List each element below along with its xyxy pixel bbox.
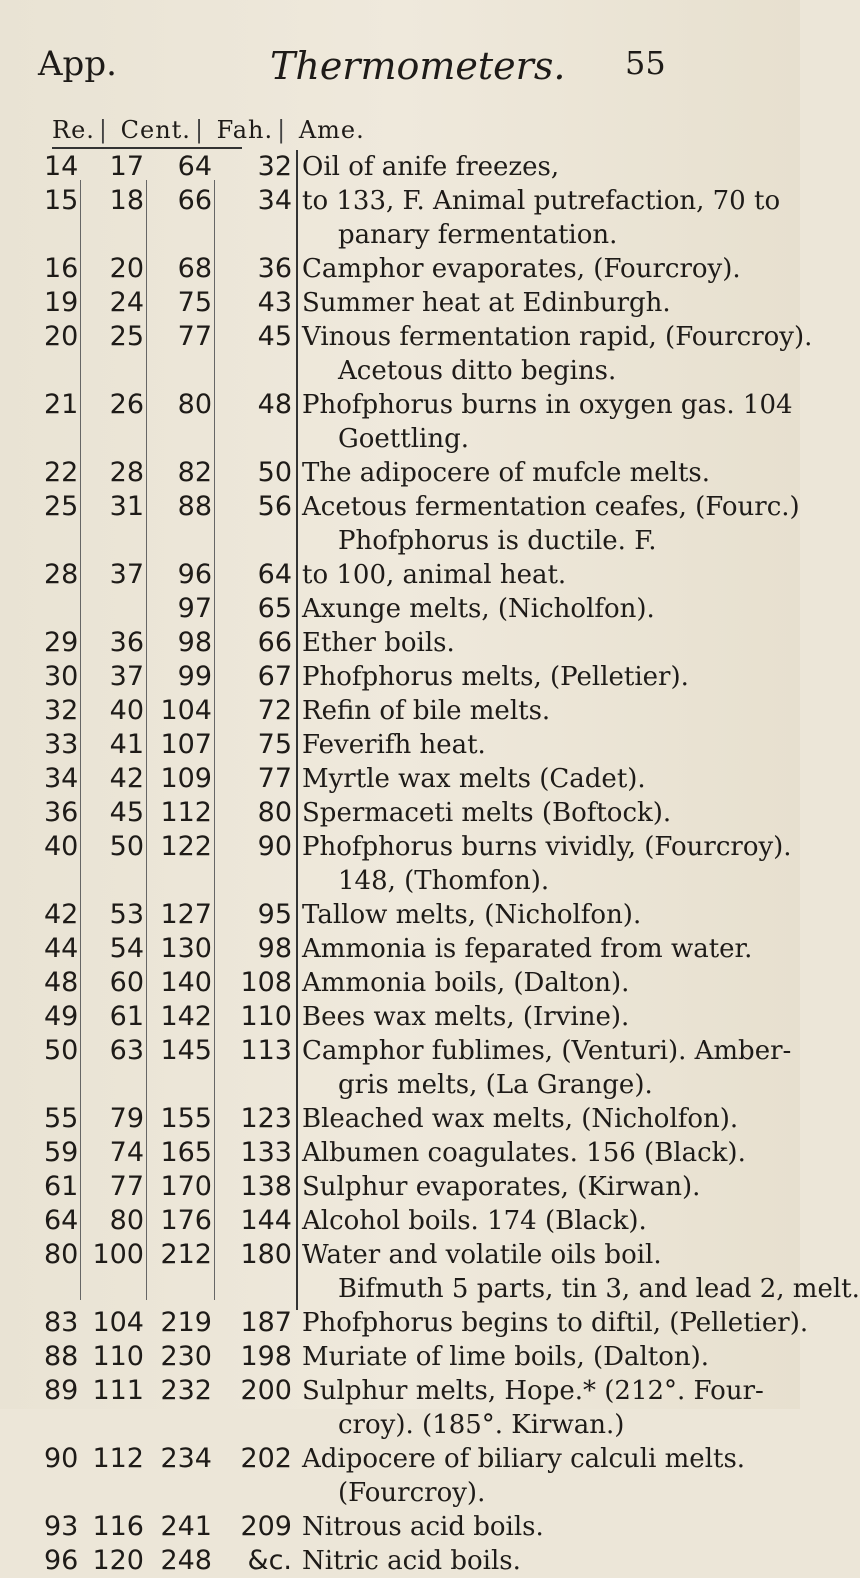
reaumur-value: 48 xyxy=(44,967,79,998)
description-line: Phofphorus is ductile. F. xyxy=(338,526,657,556)
header-fahrenheit: Fah. xyxy=(216,116,274,144)
fahrenheit-value: 68 xyxy=(177,253,212,284)
table-row xyxy=(0,252,800,286)
description-line: to 133, F. Animal putrefaction, 70 to xyxy=(302,186,781,216)
centigrade-value: 28 xyxy=(109,457,144,488)
amontons-value: 113 xyxy=(240,1035,292,1066)
table-row xyxy=(0,694,800,728)
centigrade-value: 25 xyxy=(109,321,144,352)
centigrade-value: 18 xyxy=(109,185,144,216)
reaumur-value: 15 xyxy=(44,185,79,216)
centigrade-value: 37 xyxy=(109,559,144,590)
centigrade-value: 37 xyxy=(109,661,144,692)
phenomenon-description xyxy=(302,1034,792,1102)
fahrenheit-value: 230 xyxy=(160,1341,212,1372)
description-line: Phofphorus burns in oxygen gas. 104 xyxy=(302,390,793,420)
centigrade-value: 61 xyxy=(109,1001,144,1032)
column-headers: Re. | Cent. | Fah. | Ame. xyxy=(52,116,365,144)
fahrenheit-value: 82 xyxy=(177,457,212,488)
description-line: Feverifh heat. xyxy=(302,730,486,760)
fahrenheit-value: 130 xyxy=(160,933,212,964)
amontons-value: 32 xyxy=(257,151,292,182)
phenomenon-description xyxy=(302,184,792,252)
description-line: Acetous ditto begins. xyxy=(338,356,617,386)
table-row xyxy=(0,1306,809,1340)
description-line: Alcohol boils. 174 (Black). xyxy=(302,1206,647,1236)
reaumur-value: 19 xyxy=(44,287,79,318)
centigrade-value: 45 xyxy=(109,797,144,828)
amontons-value: 56 xyxy=(257,491,292,522)
reaumur-value: 42 xyxy=(44,899,79,930)
reaumur-value: 96 xyxy=(44,1545,79,1576)
phenomenon-description xyxy=(302,660,792,694)
reaumur-value: 34 xyxy=(44,763,79,794)
description-line: Albumen coagulates. 156 (Black). xyxy=(302,1138,746,1168)
description-line: Sulphur melts, Hope.* (212°. Four- xyxy=(302,1376,764,1406)
reaumur-value: 29 xyxy=(44,627,79,658)
reaumur-value: 50 xyxy=(44,1035,79,1066)
table-row xyxy=(0,1102,800,1136)
reaumur-value: 44 xyxy=(44,933,79,964)
fahrenheit-value: 96 xyxy=(177,559,212,590)
fahrenheit-value: 232 xyxy=(160,1375,212,1406)
phenomenon-description xyxy=(302,150,792,184)
table-row xyxy=(0,184,800,252)
table-row xyxy=(0,1034,800,1102)
phenomenon-description xyxy=(302,388,792,456)
centigrade-value: 116 xyxy=(92,1511,144,1542)
table-row xyxy=(0,1204,800,1238)
fahrenheit-value: 88 xyxy=(177,491,212,522)
table-row xyxy=(0,932,800,966)
fahrenheit-value: 112 xyxy=(160,797,212,828)
table-row xyxy=(0,762,800,796)
description-line: 148, (Thomfon). xyxy=(338,866,550,896)
reaumur-value: 55 xyxy=(44,1103,79,1134)
phenomenon-description xyxy=(302,694,792,728)
description-line: Bees wax melts, (Irvine). xyxy=(302,1002,630,1032)
centigrade-value: 31 xyxy=(109,491,144,522)
phenomenon-description xyxy=(302,1442,792,1510)
description-line: Camphor evaporates, (Fourcroy). xyxy=(302,254,741,284)
amontons-value: 138 xyxy=(240,1171,292,1202)
phenomenon-description xyxy=(302,626,792,660)
description-line: Nitrous acid boils. xyxy=(302,1512,544,1542)
centigrade-value: 100 xyxy=(92,1239,144,1270)
reaumur-value: 30 xyxy=(44,661,79,692)
description-line: Sulphur evaporates, (Kirwan). xyxy=(302,1172,701,1202)
amontons-value: 50 xyxy=(257,457,292,488)
table-row xyxy=(0,1544,800,1578)
description-line: Water and volatile oils boil. xyxy=(302,1240,662,1270)
table-row xyxy=(0,1374,800,1442)
table-row xyxy=(0,830,800,898)
phenomenon-description xyxy=(302,1306,809,1340)
centigrade-value: 112 xyxy=(92,1443,144,1474)
description-line: Nitric acid boils. xyxy=(302,1546,521,1576)
centigrade-value: 41 xyxy=(109,729,144,760)
fahrenheit-value: 109 xyxy=(160,763,212,794)
amontons-value: 48 xyxy=(257,389,292,420)
centigrade-value: 110 xyxy=(92,1341,144,1372)
centigrade-value: 50 xyxy=(109,831,144,862)
table-row xyxy=(0,1136,800,1170)
phenomenon-description xyxy=(302,1238,860,1306)
reaumur-value: 21 xyxy=(44,389,79,420)
fahrenheit-value: 127 xyxy=(160,899,212,930)
description-line: (Fourcroy). xyxy=(338,1478,486,1508)
amontons-value: 95 xyxy=(257,899,292,930)
reaumur-value: 25 xyxy=(44,491,79,522)
phenomenon-description xyxy=(302,1170,792,1204)
fahrenheit-value: 165 xyxy=(160,1137,212,1168)
amontons-value: 123 xyxy=(240,1103,292,1134)
description-line: panary fermentation. xyxy=(338,220,618,250)
table-row xyxy=(0,592,800,626)
page-number: 55 xyxy=(625,44,666,82)
reaumur-value: 16 xyxy=(44,253,79,284)
reaumur-value: 89 xyxy=(44,1375,79,1406)
centigrade-value: 36 xyxy=(109,627,144,658)
description-line: Bleached wax melts, (Nicholfon). xyxy=(302,1104,739,1134)
description-line: Phofphorus begins to diftil, (Pelletier). xyxy=(302,1308,809,1338)
reaumur-value: 64 xyxy=(44,1205,79,1236)
fahrenheit-value: 234 xyxy=(160,1443,212,1474)
phenomenon-description xyxy=(302,796,792,830)
amontons-value: 110 xyxy=(240,1001,292,1032)
description-line: to 100, animal heat. xyxy=(302,560,567,590)
phenomenon-description xyxy=(302,558,792,592)
table-row xyxy=(0,966,800,1000)
fahrenheit-value: 77 xyxy=(177,321,212,352)
amontons-value: 144 xyxy=(240,1205,292,1236)
amontons-value: 65 xyxy=(257,593,292,624)
header-amontons: Ame. xyxy=(298,116,365,144)
amontons-value: 45 xyxy=(257,321,292,352)
table-row xyxy=(0,286,800,320)
description-line: croy). (185°. Kirwan.) xyxy=(338,1410,625,1440)
reaumur-value: 20 xyxy=(44,321,79,352)
fahrenheit-value: 104 xyxy=(160,695,212,726)
amontons-value: 209 xyxy=(240,1511,292,1542)
reaumur-value: 61 xyxy=(44,1171,79,1202)
description-line: Muriate of lime boils, (Dalton). xyxy=(302,1342,710,1372)
amontons-value: 187 xyxy=(240,1307,292,1338)
fahrenheit-value: 107 xyxy=(160,729,212,760)
table-row xyxy=(0,1340,800,1374)
amontons-value: 34 xyxy=(257,185,292,216)
centigrade-value: 17 xyxy=(109,151,144,182)
phenomenon-description xyxy=(302,830,792,898)
reaumur-value: 33 xyxy=(44,729,79,760)
table-row xyxy=(0,1510,800,1544)
phenomenon-description xyxy=(302,490,800,558)
fahrenheit-value: 122 xyxy=(160,831,212,862)
centigrade-value: 74 xyxy=(109,1137,144,1168)
phenomenon-description xyxy=(302,252,792,286)
amontons-value: 36 xyxy=(257,253,292,284)
centigrade-value: 40 xyxy=(109,695,144,726)
fahrenheit-value: 248 xyxy=(160,1545,212,1576)
table-row xyxy=(0,150,800,184)
amontons-value: 180 xyxy=(240,1239,292,1270)
fahrenheit-value: 66 xyxy=(177,185,212,216)
centigrade-value: 26 xyxy=(109,389,144,420)
phenomenon-description xyxy=(302,728,792,762)
fahrenheit-value: 99 xyxy=(177,661,212,692)
table-row xyxy=(0,388,800,456)
reaumur-value: 80 xyxy=(44,1239,79,1270)
amontons-value: 66 xyxy=(257,627,292,658)
phenomenon-description xyxy=(302,1340,792,1374)
centigrade-value: 63 xyxy=(109,1035,144,1066)
fahrenheit-value: 212 xyxy=(160,1239,212,1270)
fahrenheit-value: 155 xyxy=(160,1103,212,1134)
fahrenheit-value: 142 xyxy=(160,1001,212,1032)
table-row xyxy=(0,320,813,388)
centigrade-value: 120 xyxy=(92,1545,144,1576)
amontons-value: 108 xyxy=(240,967,292,998)
amontons-value: 200 xyxy=(240,1375,292,1406)
thermometer-table xyxy=(0,150,860,1578)
fahrenheit-value: 170 xyxy=(160,1171,212,1202)
centigrade-value: 42 xyxy=(109,763,144,794)
phenomenon-description xyxy=(302,592,792,626)
header-reaumur: Re. xyxy=(52,116,95,144)
fahrenheit-value: 64 xyxy=(177,151,212,182)
fahrenheit-value: 219 xyxy=(160,1307,212,1338)
reaumur-value: 49 xyxy=(44,1001,79,1032)
page-header xyxy=(0,44,800,104)
amontons-value: 75 xyxy=(257,729,292,760)
description-line: Adipocere of biliary calculi melts. xyxy=(302,1444,746,1474)
description-line: Ether boils. xyxy=(302,628,455,658)
reaumur-value: 59 xyxy=(44,1137,79,1168)
description-line: Oil of anife freezes, xyxy=(302,152,560,182)
centigrade-value: 79 xyxy=(109,1103,144,1134)
header-rule xyxy=(52,147,242,149)
centigrade-value: 20 xyxy=(109,253,144,284)
description-line: gris melts, (La Grange). xyxy=(338,1070,653,1100)
table-row xyxy=(0,1000,800,1034)
table-row xyxy=(0,1442,800,1510)
reaumur-value: 83 xyxy=(44,1307,79,1338)
centigrade-value: 80 xyxy=(109,1205,144,1236)
amontons-value: 98 xyxy=(257,933,292,964)
reaumur-value: 40 xyxy=(44,831,79,862)
centigrade-value: 53 xyxy=(109,899,144,930)
phenomenon-description xyxy=(302,1000,792,1034)
description-line: Myrtle wax melts (Cadet). xyxy=(302,764,646,794)
phenomenon-description xyxy=(302,1204,792,1238)
table-row xyxy=(0,898,800,932)
reaumur-value: 28 xyxy=(44,559,79,590)
centigrade-value: 54 xyxy=(109,933,144,964)
description-line: Tallow melts, (Nicholfon). xyxy=(302,900,642,930)
phenomenon-description xyxy=(302,1374,792,1442)
phenomenon-description xyxy=(302,1510,792,1544)
description-line: Vinous fermentation rapid, (Fourcroy). xyxy=(302,322,813,352)
running-title: Thermometers. xyxy=(270,44,566,88)
phenomenon-description xyxy=(302,1102,792,1136)
phenomenon-description xyxy=(302,320,813,388)
centigrade-value: 111 xyxy=(92,1375,144,1406)
table-row xyxy=(0,456,800,490)
centigrade-value: 60 xyxy=(109,967,144,998)
amontons-value: 67 xyxy=(257,661,292,692)
centigrade-value: 104 xyxy=(92,1307,144,1338)
reaumur-value: 90 xyxy=(44,1443,79,1474)
table-row xyxy=(0,796,800,830)
amontons-value: 80 xyxy=(257,797,292,828)
description-line: Bifmuth 5 parts, tin 3, and lead 2, melt. xyxy=(338,1274,860,1304)
description-line: Phofphorus melts, (Pelletier). xyxy=(302,662,689,692)
phenomenon-description xyxy=(302,1136,792,1170)
phenomenon-description xyxy=(302,932,792,966)
description-line: Ammonia boils, (Dalton). xyxy=(302,968,630,998)
fahrenheit-value: 80 xyxy=(177,389,212,420)
description-line: Phofphorus burns vividly, (Fourcroy). xyxy=(302,832,792,862)
header-centigrade: Cent. xyxy=(120,116,191,144)
table-row xyxy=(0,660,800,694)
fahrenheit-value: 98 xyxy=(177,627,212,658)
description-line: Summer heat at Edinburgh. xyxy=(302,288,671,318)
description-line: Camphor fublimes, (Venturi). Amber- xyxy=(302,1036,792,1066)
reaumur-value: 93 xyxy=(44,1511,79,1542)
amontons-value: 64 xyxy=(257,559,292,590)
description-line: Axunge melts, (Nicholfon). xyxy=(302,594,655,624)
reaumur-value: 36 xyxy=(44,797,79,828)
table-row xyxy=(0,626,800,660)
centigrade-value: 24 xyxy=(109,287,144,318)
amontons-value: 43 xyxy=(257,287,292,318)
reaumur-value: 14 xyxy=(44,151,79,182)
description-line: Ammonia is feparated from water. xyxy=(302,934,753,964)
fahrenheit-value: 241 xyxy=(160,1511,212,1542)
fahrenheit-value: 145 xyxy=(160,1035,212,1066)
table-row xyxy=(0,1170,800,1204)
header-appendix-label: App. xyxy=(38,44,117,84)
amontons-value: 90 xyxy=(257,831,292,862)
amontons-value: 198 xyxy=(240,1341,292,1372)
phenomenon-description xyxy=(302,762,792,796)
amontons-value: 202 xyxy=(240,1443,292,1474)
description-line: Spermaceti melts (Boftock). xyxy=(302,798,672,828)
reaumur-value: 88 xyxy=(44,1341,79,1372)
table-row xyxy=(0,490,800,558)
fahrenheit-value: 140 xyxy=(160,967,212,998)
amontons-value: 133 xyxy=(240,1137,292,1168)
fahrenheit-value: 75 xyxy=(177,287,212,318)
phenomenon-description xyxy=(302,456,792,490)
fahrenheit-value: 176 xyxy=(160,1205,212,1236)
description-line: Acetous fermentation ceafes, (Fourc.) xyxy=(302,492,800,522)
reaumur-value: 32 xyxy=(44,695,79,726)
reaumur-value: 22 xyxy=(44,457,79,488)
phenomenon-description xyxy=(302,286,792,320)
centigrade-value: 77 xyxy=(109,1171,144,1202)
phenomenon-description xyxy=(302,898,792,932)
table-row xyxy=(0,558,800,592)
phenomenon-description xyxy=(302,966,792,1000)
description-line: Refin of bile melts. xyxy=(302,696,551,726)
description-line: The adipocere of mufcle melts. xyxy=(302,458,711,488)
amontons-value: 72 xyxy=(257,695,292,726)
table-row xyxy=(0,1238,860,1306)
amontons-value: 77 xyxy=(257,763,292,794)
phenomenon-description xyxy=(302,1544,792,1578)
table-row xyxy=(0,728,800,762)
fahrenheit-value: 97 xyxy=(177,593,212,624)
amontons-value: &c. xyxy=(247,1545,292,1576)
description-line: Goettling. xyxy=(338,424,469,454)
